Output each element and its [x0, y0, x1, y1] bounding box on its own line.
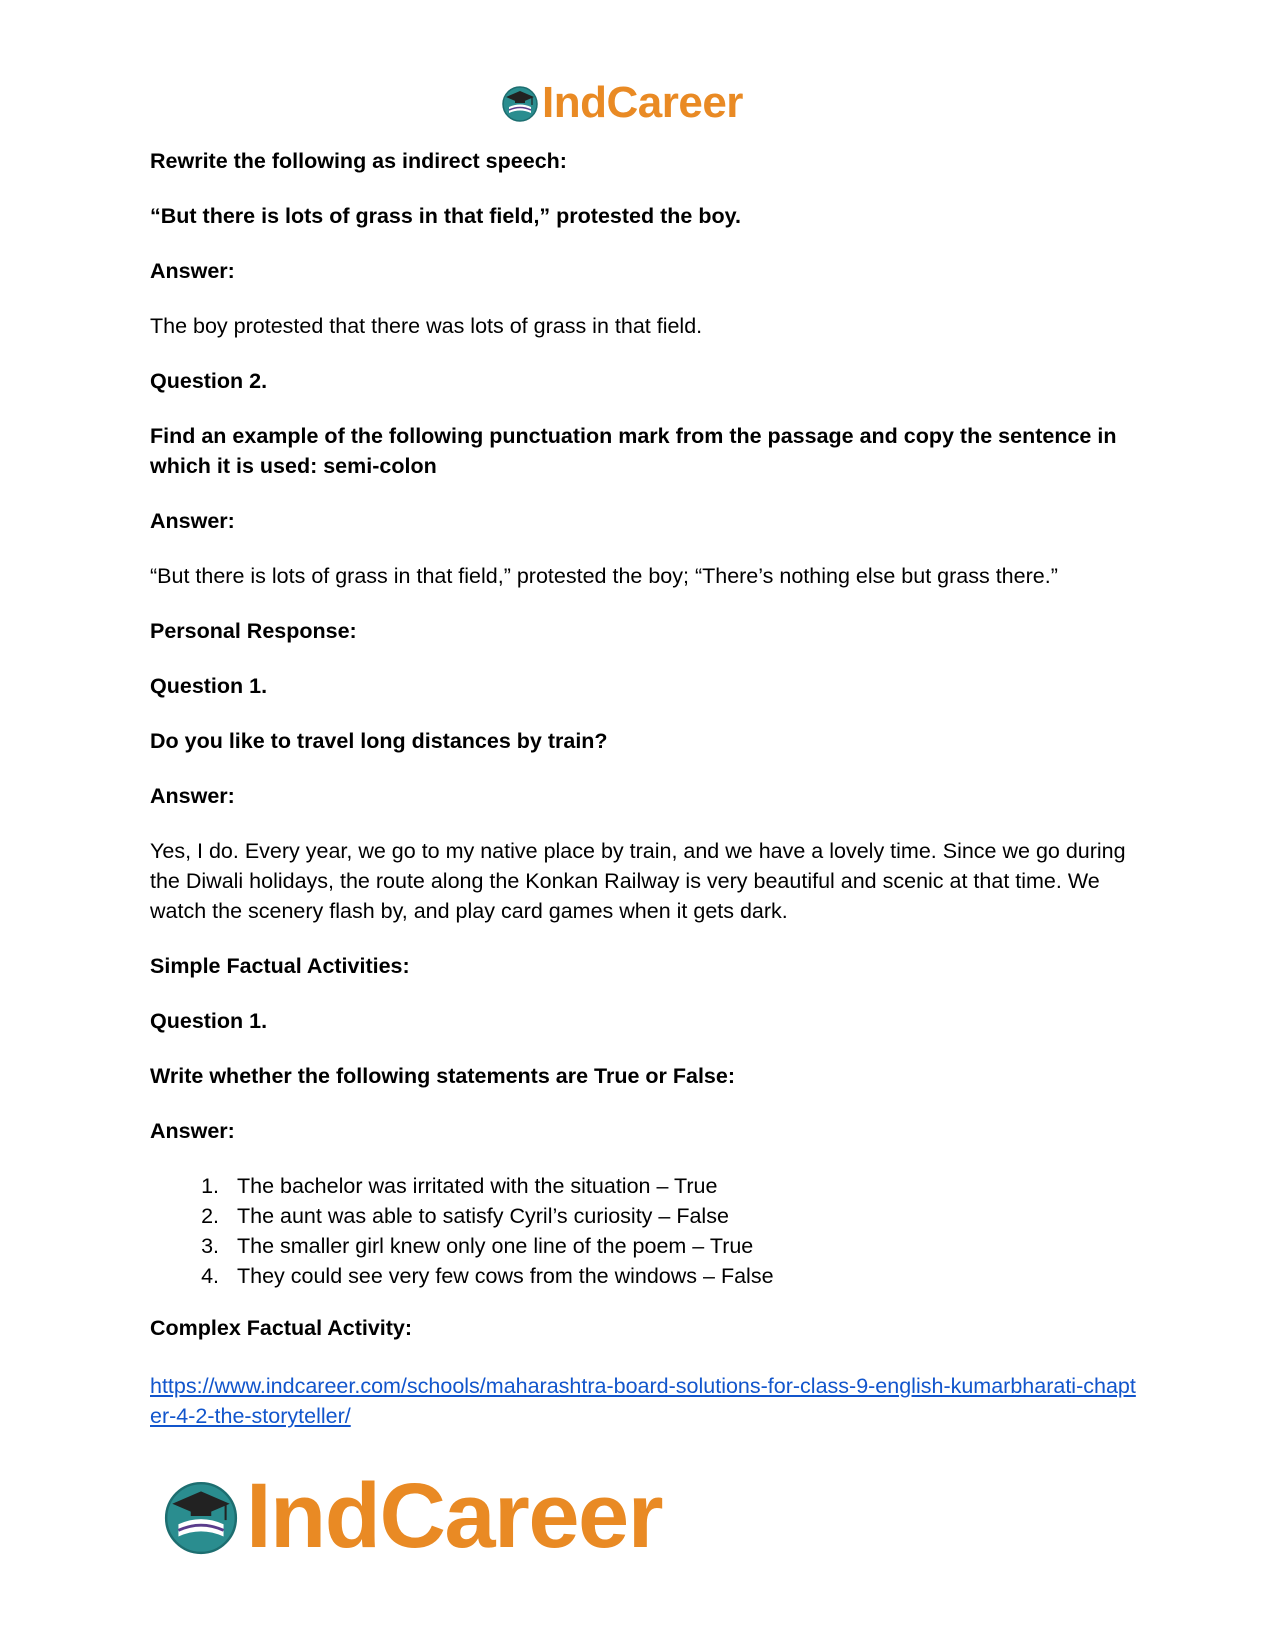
source-link[interactable]: https://www.indcareer.com/schools/maharashtra-board-solutions-for-class-9-english-kumarbharati-chapter-4-2-the-storyteller/ [150, 1374, 1136, 1428]
question-text: Write whether the following statements are True or False: [150, 1064, 736, 1088]
list-item: 2. The aunt was able to satisfy Cyril’s curiosity – False [225, 1201, 1140, 1231]
section-heading-simple-factual: Simple Factual Activities: [150, 954, 410, 978]
answer-label: Answer: [150, 259, 235, 283]
question-rewrite: Rewrite the following as indirect speech: [150, 149, 567, 173]
question-text: Find an example of the following punctuation mark from the passage and copy the sentence in which it is used: semi-colon [150, 424, 1117, 478]
brand-name: IndCareer [246, 1465, 662, 1567]
brand-name: IndCareer [542, 78, 743, 127]
header-logo [500, 78, 743, 128]
graduation-cap-icon [500, 83, 540, 123]
question-label: Question 2. [150, 369, 268, 393]
question-label: Question 1. [150, 1009, 268, 1033]
footer-logo [160, 1465, 662, 1567]
question-text: Do you like to travel long distances by train? [150, 729, 608, 753]
list-item: 1. The bachelor was irritated with the situation – True [225, 1171, 1140, 1201]
answer-text: “But there is lots of grass in that field,” protested the boy; “There’s nothing else but grass there.” [150, 564, 1058, 588]
answer-label: Answer: [150, 509, 235, 533]
answer-text: Yes, I do. Every year, we go to my native place by train, and we have a lovely time. Since we go during the Diwali holidays, the route along the Konkan Railway is very beautiful and scenic at that time. We watch the scenery flash by, and play card games when it gets dark. [150, 839, 1126, 923]
question-label: Question 1. [150, 674, 268, 698]
list-item: 3. The smaller girl knew only one line of the poem – True [225, 1231, 1140, 1261]
answer-label: Answer: [150, 784, 235, 808]
list-item: 4. They could see very few cows from the windows – False [225, 1261, 1140, 1291]
section-heading-complex-factual: Complex Factual Activity: [150, 1316, 413, 1340]
main-content [150, 146, 1140, 1431]
answer-label: Answer: [150, 1119, 235, 1143]
true-false-list [150, 1171, 1140, 1291]
answer-text: The boy protested that there was lots of grass in that field. [150, 314, 703, 338]
question-rewrite-quote: “But there is lots of grass in that field,” protested the boy. [150, 204, 741, 228]
section-heading-personal-response: Personal Response: [150, 619, 357, 643]
graduation-cap-icon [160, 1475, 242, 1557]
